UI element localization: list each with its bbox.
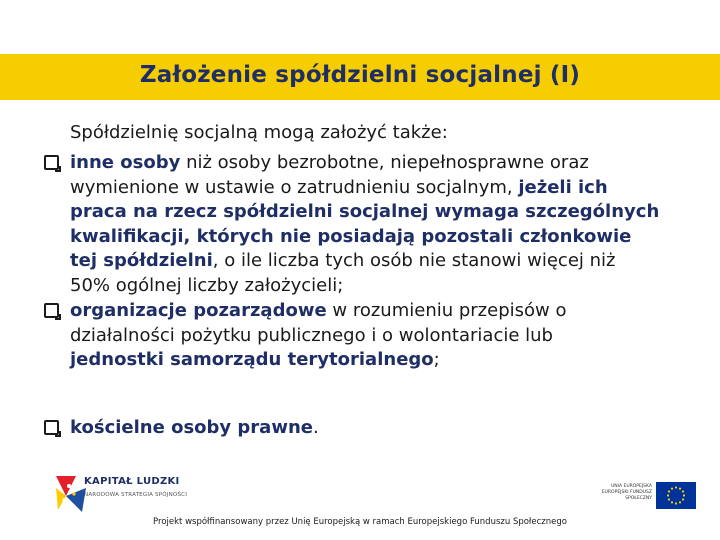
logo-subtitle: NARODOWA STRATEGIA SPÓJNOŚCI	[84, 492, 188, 498]
bullet-organizacje	[44, 299, 566, 373]
highlighted-text: inne osoby	[70, 152, 181, 173]
highlighted-text: jeżeli ich	[518, 176, 608, 198]
bullet-inne-osoby	[44, 151, 659, 298]
slide-title: Założenie spółdzielni socjalnej (I)	[139, 62, 581, 88]
bullet-text	[44, 299, 566, 373]
bullet-line	[44, 151, 659, 176]
footer	[0, 470, 720, 540]
body-text: niż osoby bezrobotne, niepełnosprawne oraz	[180, 152, 589, 173]
bullet-text	[44, 151, 659, 298]
bullet-line	[44, 200, 659, 225]
eu-flag-icon	[656, 482, 696, 509]
body-text: działalności pożytku publicznego i o wolontariacie lub	[70, 324, 553, 346]
highlighted-text: praca na rzecz spółdzielni socjalnej wymaga szczególnych	[70, 201, 660, 222]
bullet-line	[44, 249, 659, 274]
highlighted-text: kościelne osoby prawne	[70, 417, 313, 438]
bullet-line	[44, 225, 659, 250]
highlighted-text: tej spółdzielni	[70, 250, 213, 271]
intro-text: Spółdzielnię socjalną mogą założyć także:	[70, 122, 448, 143]
body-text: , o ile liczba tych osób nie stanowi więcej niż	[212, 250, 616, 271]
footer-note: Projekt współfinansowany przez Unię Europejską w ramach Europejskiego Funduszu Społecznego	[153, 517, 567, 527]
eu-caption: UNIA EUROPEJSKA EUROPEJSKI FUNDUSZ SPOŁECZNY	[601, 484, 652, 501]
highlighted-text: kwalifikacji, których nie posiadają pozostali członkowie	[70, 225, 632, 247]
body-text: .	[312, 417, 319, 438]
body-text: wymienione w ustawie o zatrudnieniu socjalnym,	[70, 176, 519, 198]
body-text: 50% ogólnej liczby założycieli;	[70, 274, 344, 296]
body-text: ;	[433, 349, 440, 370]
bullet-line	[44, 274, 659, 299]
highlighted-text: organizacje pozarządowe	[70, 300, 327, 321]
body-text: w rozumieniu przepisów o	[326, 300, 567, 321]
logo-name: KAPITAŁ LUDZKI	[84, 476, 180, 487]
highlighted-text: jednostki samorządu terytorialnego	[70, 349, 434, 370]
bullet-line	[44, 324, 566, 349]
bullet-line	[44, 416, 319, 441]
bullet-line	[44, 348, 566, 373]
bullet-line	[44, 299, 566, 324]
bullet-line	[44, 176, 659, 201]
bullet-koscielne	[44, 416, 319, 441]
bullet-text	[44, 416, 319, 441]
